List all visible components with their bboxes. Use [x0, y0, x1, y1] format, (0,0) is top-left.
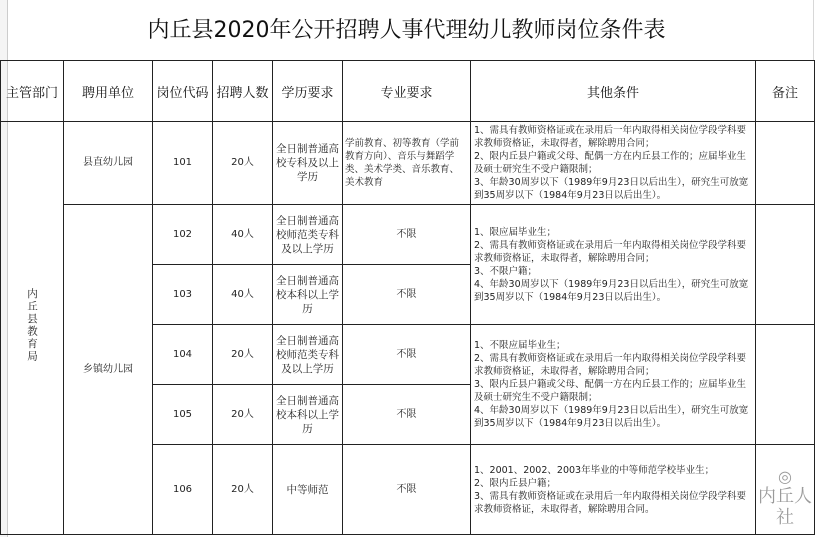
table-row — [1, 122, 815, 205]
count-cell: 40人 — [213, 265, 273, 325]
conditions-cell: 1、2001、2002、2003年毕业的中等师范学校毕业生； 2、限内丘县户籍； 3、需具有教师资格证或在录用后一年内取得相关岗位学段学科要求教师资格证，未取得者，解除聘用合同。 — [471, 445, 756, 535]
conditions-cell: 1、限应届毕业生； 2、需具有教师资格证或在录用后一年内取得相关岗位学段学科要求教师资格证，未取得者，解除聘用合同； 3、不限户籍； 4、年龄30周岁以下（1989年9月23日以后出生），研究生可放宽到35周岁以下（1984年9月23日以后出生）。 — [471, 205, 756, 325]
education-cell: 全日制普通高校本科以上学历 — [273, 385, 343, 445]
unit-cell: 乡镇幼儿园 — [64, 205, 153, 535]
watermark — [758, 468, 812, 528]
header-conditions: 其他条件 — [471, 61, 756, 122]
header-unit: 聘用单位 — [64, 61, 153, 122]
header-major: 专业要求 — [343, 61, 471, 122]
major-cell: 不限 — [343, 205, 471, 265]
header-row — [1, 61, 815, 122]
code-cell: 101 — [153, 122, 213, 205]
header-count: 招聘人数 — [213, 61, 273, 122]
wechat-icon: ◎ — [778, 467, 792, 486]
education-cell: 中等师范 — [273, 445, 343, 535]
count-cell: 40人 — [213, 205, 273, 265]
department-text: 内丘县教育局 — [26, 288, 38, 363]
watermark-text: 内丘人社 — [758, 486, 812, 528]
notes-cell — [756, 325, 815, 445]
conditions-cell: 1、需具有教师资格证或在录用后一年内取得相关岗位学段学科要求教师资格证，未取得者，解除聘用合同； 2、限内丘县户籍或父母、配偶一方在内丘县工作的；应届毕业生及硕士研究生不受户籍限制； 3、年龄30周岁以下（1989年9月23日以后出生），研究生可放宽到35周岁以下（1984年9月23日以后出生）。 — [471, 122, 756, 205]
education-cell: 全日制普通高校师范类专科及以上学历 — [273, 325, 343, 385]
notes-cell — [756, 445, 815, 535]
notes-cell — [756, 122, 815, 205]
positions-table — [0, 60, 815, 535]
header-code: 岗位代码 — [153, 61, 213, 122]
major-cell: 不限 — [343, 325, 471, 385]
education-cell: 全日制普通高校师范类专科及以上学历 — [273, 205, 343, 265]
notes-cell — [756, 205, 815, 325]
code-cell: 104 — [153, 325, 213, 385]
unit-cell: 县直幼儿园 — [64, 122, 153, 205]
major-cell: 不限 — [343, 445, 471, 535]
major-cell: 学前教育、初等教育（学前教育方向）、音乐与舞蹈学类、美术学类、音乐教育、美术教育 — [343, 122, 471, 205]
conditions-cell: 1、不限应届毕业生； 2、需具有教师资格证或在录用后一年内取得相关岗位学段学科要求教师资格证，未取得者，解除聘用合同； 3、限内丘县户籍或父母、配偶一方在内丘县工作的；应届毕业生及硕士研究生不受户籍限制； 4、年龄30周岁以下（1989年9月23日以后出生），研究生可放宽到35周岁以下（1984年9月23日以后出生）。 — [471, 325, 756, 445]
code-cell: 106 — [153, 445, 213, 535]
count-cell: 20人 — [213, 122, 273, 205]
header-notes: 备注 — [756, 61, 815, 122]
department-cell — [1, 122, 64, 535]
count-cell: 20人 — [213, 445, 273, 535]
education-cell: 全日制普通高校专科及以上学历 — [273, 122, 343, 205]
major-cell: 不限 — [343, 265, 471, 325]
major-cell: 不限 — [343, 385, 471, 445]
count-cell: 20人 — [213, 385, 273, 445]
table-row — [1, 205, 815, 265]
header-department: 主管部门 — [1, 61, 64, 122]
code-cell: 102 — [153, 205, 213, 265]
page-title: 内丘县2020年公开招聘人事代理幼儿教师岗位条件表 — [0, 0, 814, 60]
code-cell: 105 — [153, 385, 213, 445]
code-cell: 103 — [153, 265, 213, 325]
count-cell: 20人 — [213, 325, 273, 385]
header-education: 学历要求 — [273, 61, 343, 122]
education-cell: 全日制普通高校本科以上学历 — [273, 265, 343, 325]
